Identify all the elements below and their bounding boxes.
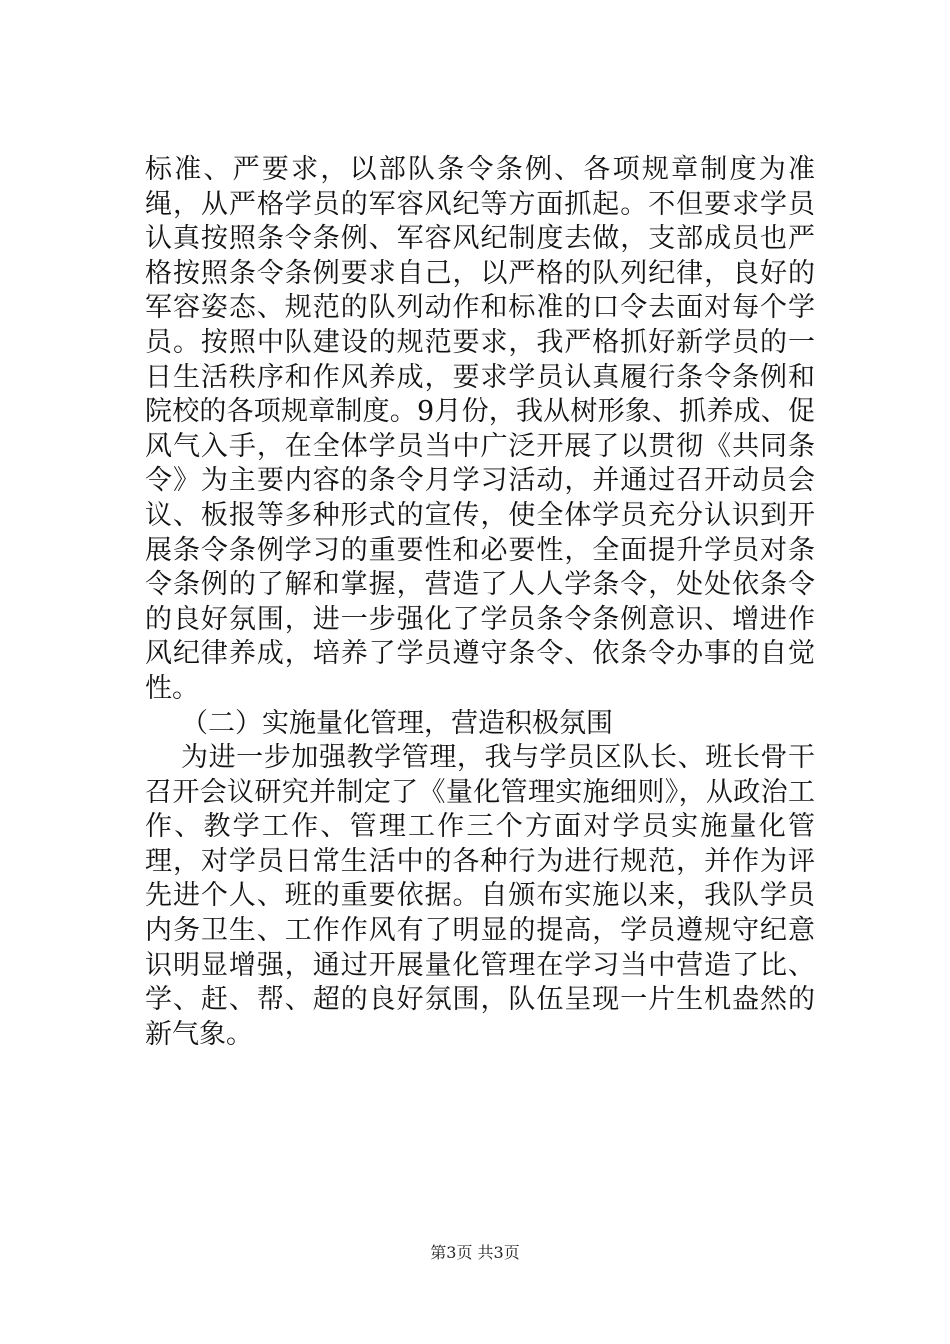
section-heading: （二）实施量化管理，营造积极氛围 [181, 707, 613, 739]
body-paragraph: 为进一步加强教学管理，我与学员区队长、班长骨干召开会议研究并制定了《量化管理实施细则》，从政治工作、教学工作、管理工作三个方面对学员实施量化管理，对学员日常生活中的各种行为进行规范，并作为评先进个人、班的重要依据。自颁布实施以来，我队学员内务卫生、工作作风有了明显的提高，学员遵规守纪意识明显增强，通过开展量化管理在学习当中营造了比、学、赶、帮、超的良好氛围，队伍呈现一片生机盎然的新气象。 [145, 742, 815, 1050]
document-body [145, 153, 815, 1052]
page-footer: 第3页 共3页 [430, 1243, 520, 1262]
body-paragraph: 标准、严要求，以部队条令条例、各项规章制度为准绳，从严格学员的军容风纪等方面抓起。不但要求学员认真按照条令条例、军容风纪制度去做，支部成员也严格按照条令条例要求自己，以严格的队列纪律，良好的军容姿态、规范的队列动作和标准的口令去面对每个学员。按照中队建设的规范要求，我严格抓好新学员的一日生活秩序和作风养成，要求学员认真履行条令条例和院校的各项规章制度。9月份，我从树形象、抓养成、促风气入手，在全体学员当中广泛开展了以贯彻《共同条令》为主要内容的条令月学习活动，并通过召开动员会议、板报等多种形式的宣传，使全体学员充分认识到开展条令条例学习的重要性和必要性，全面提升学员对条令条例的了解和掌握，营造了人人学条令，处处依条令的良好氛围，进一步强化了学员条令条例意识、增进作风纪律养成，培养了学员遵守条令、依条令办事的自觉性。 [145, 154, 815, 704]
